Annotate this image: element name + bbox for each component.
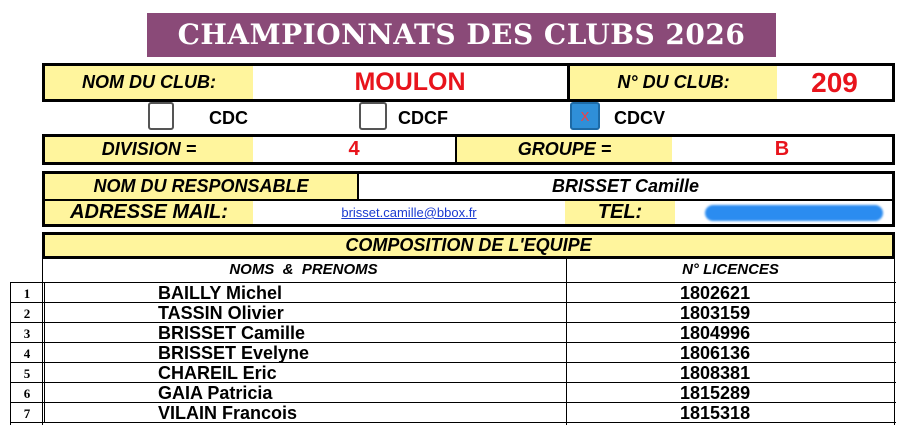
player-licence: 1806136 bbox=[680, 343, 751, 363]
club-name-value: MOULON bbox=[354, 68, 466, 96]
player-name: BRISSET Evelyne bbox=[158, 343, 310, 363]
cdc-checkbox[interactable] bbox=[148, 102, 174, 130]
table-row bbox=[10, 402, 896, 423]
tel-redaction bbox=[705, 205, 883, 221]
cdcf-checkbox[interactable] bbox=[359, 102, 387, 130]
cdc-label: CDC bbox=[209, 108, 248, 128]
row-number: 5 bbox=[10, 363, 45, 383]
row-number: 1 bbox=[10, 283, 45, 303]
cdcv-checkbox[interactable]: X bbox=[570, 102, 600, 130]
player-name: VILAIN Francois bbox=[158, 403, 298, 423]
team-heading: COMPOSITION DE L'EQUIPE bbox=[42, 232, 895, 259]
page-title: CHAMPIONNATS DES CLUBS 2026 bbox=[147, 13, 776, 57]
cdcv-label: CDCV bbox=[614, 108, 666, 128]
player-name: BRISSET Camille bbox=[158, 323, 306, 343]
groupe-label: GROUPE = bbox=[457, 137, 672, 162]
table-row bbox=[10, 342, 896, 363]
mail-link[interactable]: brisset.camille@bbox.fr bbox=[341, 205, 477, 220]
contact-box bbox=[42, 171, 895, 227]
names-column-header: NOMS & PRENOMS bbox=[229, 260, 378, 278]
player-name: GAIA Patricia bbox=[158, 383, 273, 403]
row-number: 7 bbox=[10, 403, 45, 423]
player-licence: 1804996 bbox=[680, 323, 751, 343]
player-licence: 1803159 bbox=[680, 303, 751, 323]
cdcf-label: CDCF bbox=[398, 108, 448, 128]
division-label: DIVISION = bbox=[45, 137, 253, 162]
table-row-partial bbox=[10, 422, 896, 426]
responsable-value: BRISSET Camille bbox=[551, 176, 700, 196]
player-licence: 1802621 bbox=[680, 283, 751, 303]
division-value: 4 bbox=[348, 138, 360, 160]
player-name: BAILLY Michel bbox=[158, 283, 283, 303]
licences-column-header: N° LICENCES bbox=[682, 260, 779, 278]
table-row bbox=[10, 382, 896, 403]
table-row bbox=[10, 322, 896, 343]
table-row bbox=[10, 302, 896, 323]
row-number: 4 bbox=[10, 343, 45, 363]
responsable-label: NOM DU RESPONSABLE bbox=[45, 174, 357, 199]
player-name: CHAREIL Eric bbox=[158, 363, 277, 383]
groupe-value: B bbox=[774, 138, 790, 160]
player-licence: 1815318 bbox=[680, 403, 751, 423]
player-licence: 1808381 bbox=[680, 363, 751, 383]
table-row bbox=[10, 362, 896, 383]
division-row bbox=[42, 134, 895, 165]
tel-label: TEL: bbox=[565, 201, 675, 224]
club-name-label: NOM DU CLUB: bbox=[45, 66, 253, 99]
player-name: TASSIN Olivier bbox=[158, 303, 284, 323]
row-number: 6 bbox=[10, 383, 45, 403]
club-number-value: 209 bbox=[811, 66, 858, 98]
club-row bbox=[42, 63, 895, 102]
row-number: 2 bbox=[10, 303, 45, 323]
row-number: 3 bbox=[10, 323, 45, 343]
mail-label: ADRESSE MAIL: bbox=[45, 201, 253, 224]
table-row bbox=[10, 282, 896, 303]
player-licence: 1815289 bbox=[680, 383, 751, 403]
club-number-label: N° DU CLUB: bbox=[570, 66, 777, 99]
